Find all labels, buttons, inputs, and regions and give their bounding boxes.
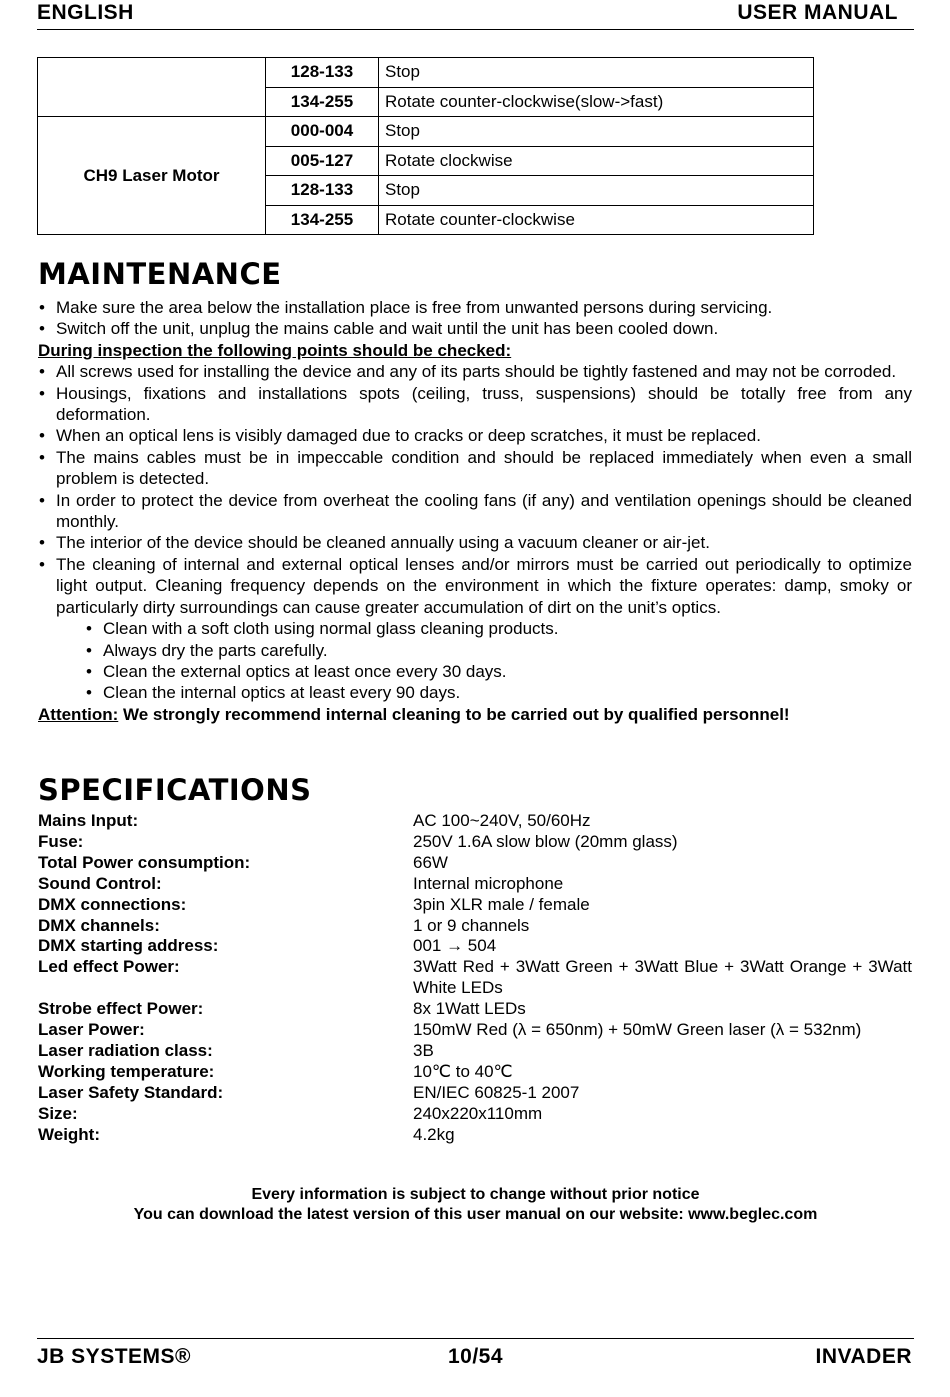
spec-row (38, 936, 912, 957)
spec-label: Sound Control: (38, 873, 162, 893)
table-cell-range: 128-133 (266, 58, 379, 88)
maintenance-heading: MAINTENANCE (38, 257, 282, 291)
list-item: • Make sure the area below the installation place is free from unwanted persons during servicing. (38, 297, 912, 318)
list-item: • Clean the external optics at least once every 30 days. (85, 661, 912, 682)
spec-label: Size: (38, 1103, 78, 1123)
attention-note (38, 704, 912, 725)
spec-value: 3pin XLR male / female (413, 894, 590, 914)
spec-label: DMX starting address: (38, 936, 219, 956)
spec-label: Laser Power: (38, 1020, 145, 1040)
spec-row (38, 1041, 912, 1062)
attention-label: Attention: (38, 704, 119, 724)
list-item: • The interior of the device should be cleaned annually using a vacuum cleaner or air-jet. (38, 532, 912, 553)
inspection-list (38, 361, 912, 618)
spec-row (38, 811, 912, 832)
spec-row (38, 1083, 912, 1104)
maintenance-section (38, 297, 912, 725)
spec-label: Strobe effect Power: (38, 999, 204, 1019)
attention-text: We strongly recommend internal cleaning to be carried out by qualified personnel! (118, 704, 790, 724)
spec-row (38, 895, 912, 916)
spec-row (38, 832, 912, 853)
spec-label: Fuse: (38, 831, 84, 851)
spec-label: DMX channels: (38, 915, 160, 935)
list-item: • In order to protect the device from overheat the cooling fans (if any) and ventilation openings should be cleaned monthly. (38, 490, 912, 533)
list-item: • The mains cables must be in impeccable condition and should be replaced immediately when even a small problem is detected. (38, 447, 912, 490)
page-footer (37, 1338, 914, 1373)
notice-line: You can download the latest version of this user manual on our website: www.beglec.com (133, 1205, 818, 1223)
spec-value: 250V 1.6A slow blow (20mm glass) (413, 831, 678, 851)
table-cell-range: 005-127 (266, 146, 379, 176)
header-language: ENGLISH (37, 1, 134, 24)
page-header (37, 0, 914, 30)
spec-value: 3Watt Red + 3Watt Green + 3Watt Blue + 3Watt Orange + 3Watt White LEDs (413, 957, 912, 998)
list-item: • Switch off the unit, unplug the mains cable and wait until the unit has been cooled down. (38, 318, 912, 339)
footer-page-number: 10/54 (447, 1345, 504, 1368)
spec-row (38, 1020, 912, 1041)
intro-list (38, 297, 912, 340)
specifications-heading: SPECIFICATIONS (38, 773, 312, 807)
notice (37, 1185, 914, 1224)
list-item: • Clean the internal optics at least every 90 days. (85, 682, 912, 703)
table-cell-channel: CH9 Laser Motor (38, 117, 266, 235)
spec-label: Mains Input: (38, 811, 139, 830)
spec-row (38, 1125, 912, 1146)
table-cell-function: Rotate counter-clockwise(slow->fast) (379, 87, 814, 117)
list-item: • Housings, fixations and installations spots (ceiling, truss, suspensions) should be totally free from any deformation. (38, 383, 912, 426)
spec-value: 8x 1Watt LEDs (413, 999, 526, 1019)
spec-row (38, 853, 912, 874)
list-item: • When an optical lens is visibly damaged due to cracks or deep scratches, it must be replaced. (38, 425, 912, 446)
spec-value: 150mW Red (λ = 650nm) + 50mW Green laser (λ = 532nm) (413, 1020, 862, 1040)
table-cell-range: 134-255 (266, 87, 379, 117)
spec-label: Total Power consumption: (38, 852, 251, 872)
table-cell-function: Stop (379, 117, 814, 147)
inspection-heading: During inspection the following points should be checked: (38, 340, 512, 360)
spec-label: Led effect Power: (38, 957, 180, 977)
spec-row (38, 874, 912, 895)
spec-value: 3B (413, 1040, 434, 1060)
spec-value: 001 → 504 (413, 936, 497, 956)
notice-line: Every information is subject to change without prior notice (251, 1186, 700, 1203)
spec-row (38, 916, 912, 937)
spec-value: 66W (413, 852, 448, 872)
dmx-channel-table (37, 57, 814, 235)
table-cell-function: Stop (379, 58, 814, 88)
spec-value: EN/IEC 60825-1 2007 (413, 1082, 580, 1102)
table-cell-function: Rotate clockwise (379, 146, 814, 176)
list-item: • Clean with a soft cloth using normal glass cleaning products. (85, 618, 912, 639)
spec-row (38, 957, 912, 999)
table-cell-empty (38, 58, 266, 117)
spec-row (38, 1062, 912, 1083)
spec-value: 240x220x110mm (413, 1103, 543, 1123)
list-item: • Always dry the parts carefully. (85, 640, 912, 661)
table-row (38, 117, 814, 147)
list-item: • The cleaning of internal and external optical lenses and/or mirrors must be carried out periodically to optimize light output. Cleaning frequency depends on the environment in which the fixture operates: damp, smoky or particularly dirty surroundings can cause greater accumulation of dirt on the unit’s optics. (38, 554, 912, 618)
footer-brand: JB SYSTEMS® (37, 1345, 192, 1368)
spec-value: 1 or 9 channels (413, 915, 530, 935)
spec-value: 10℃ to 40℃ (413, 1061, 513, 1081)
specifications-list (38, 811, 912, 1146)
spec-label: Laser Safety Standard: (38, 1082, 224, 1102)
table-cell-range: 128-133 (266, 176, 379, 206)
spec-row (38, 999, 912, 1020)
spec-label: Laser radiation class: (38, 1040, 213, 1060)
table-cell-range: 134-255 (266, 205, 379, 235)
spec-label: Working temperature: (38, 1061, 215, 1081)
spec-row (38, 1104, 912, 1125)
spec-label: Weight: (38, 1124, 101, 1144)
table-row (38, 58, 814, 88)
spec-label: DMX connections: (38, 894, 187, 914)
table-cell-range: 000-004 (266, 117, 379, 147)
list-item: • All screws used for installing the device and any of its parts should be tightly fastened and may not be corroded. (38, 361, 912, 382)
table-cell-function: Rotate counter-clockwise (379, 205, 814, 235)
spec-value: AC 100~240V, 50/60Hz (413, 811, 591, 830)
footer-product: INVADER (815, 1345, 912, 1368)
header-doc-type: USER MANUAL (737, 1, 898, 24)
spec-value: Internal microphone (413, 873, 564, 893)
spec-value: 4.2kg (413, 1124, 455, 1144)
cleaning-sublist (38, 618, 912, 704)
table-cell-function: Stop (379, 176, 814, 206)
